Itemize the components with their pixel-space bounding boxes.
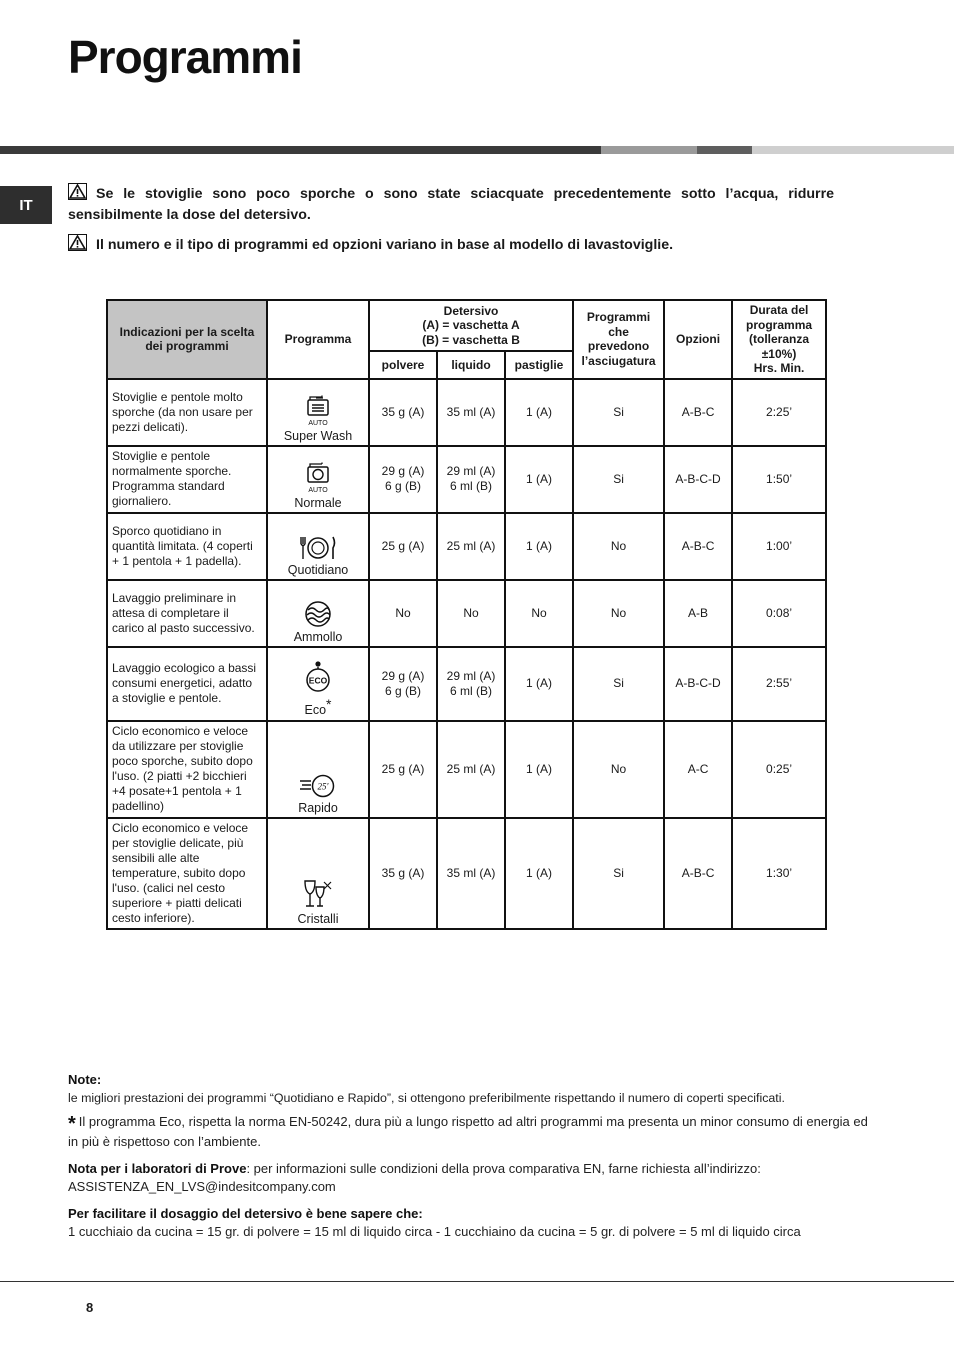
row-powder: 29 g (A) 6 g (B) [369,647,437,721]
row-options: A-B-C [664,818,732,929]
header-selection: Indicazioni per la scelta dei programmi [107,300,267,379]
row-tablets: 1 (A) [505,721,573,818]
program-name: Quotidiano [287,562,349,577]
row-description: Lavaggio ecologico a bassi consumi energetici, adatto a stoviglie e pentole. [107,647,267,721]
header-detergent-b: (B) = vaschetta B [422,332,520,347]
row-options: A-B-C [664,379,732,446]
row-liquid: 29 ml (A) 6 ml (B) [437,446,505,513]
svg-text:AUTO: AUTO [308,486,328,494]
row-duration: 1:30’ [732,818,826,929]
row-description: Stoviglie e pentole normalmente sporche. Programma standard giornaliero. [107,446,267,513]
warning-triangle-icon [68,234,87,257]
row-duration: 0:08’ [732,580,826,647]
programs-table [106,299,827,930]
warning-dosage [68,183,834,225]
row-duration: 1:50’ [732,446,826,513]
header-program: Programma [267,300,369,379]
row-tablets: 1 (A) [505,379,573,446]
row-options: A-B [664,580,732,647]
row-program [267,446,369,513]
warning-models-text: Il numero e il tipo di programmi ed opzioni variano in base al modello di lavastoviglie. [96,237,674,253]
row-tablets: 1 (A) [505,446,573,513]
table-row [107,446,826,513]
header-liquid: liquido [437,351,505,378]
row-powder: 29 g (A) 6 g (B) [369,446,437,513]
row-description: Lavaggio preliminare in attesa di completare il carico al pasto successivo. [107,580,267,647]
header-stripe-mid [601,146,697,154]
dosage-note-text: 1 cucchiaio da cucina = 15 gr. di polvere = 15 ml di liquido circa - 1 cucchiaino da cucina = 5 gr. di polvere = 5 ml di liquido circa [68,1224,801,1239]
header-stripe-accent [697,146,752,154]
row-powder: 35 g (A) [369,379,437,446]
table-row [107,818,826,929]
rapid-25-icon [298,773,338,799]
program-name: Ammollo [293,629,343,644]
row-description: Ciclo economico e veloce da utilizzare per stoviglie poco sporche, subito dopo l'uso. (2 piatti +2 bicchieri +4 posate+1 pentola + 1 padellino) [107,721,267,818]
header-duration-line1: Durata del programma [746,303,813,332]
row-description: Stoviglie e pentole molto sporche (da non usare per pezzi delicati). [107,379,267,446]
normale-auto-icon [301,462,335,494]
wine-glasses-icon [301,878,335,910]
row-program [267,721,369,818]
eco-asterisk: * [326,696,332,713]
dosage-note-title: Per facilitare il dosaggio del detersivo è bene sapere che: [68,1206,423,1221]
language-tab: IT [0,186,52,224]
header-stripe-dark [0,146,601,154]
eco-note-text: Il programma Eco, rispetta la norma EN-50242, dura più a lungo rispetto ad altri programmi ma presenta un minor consumo di energia ed in più è rispettoso con l’ambiente. [68,1114,868,1149]
header-duration-line3: Hrs. Min. [753,361,805,375]
row-drying: No [573,580,664,647]
header-detergent-a: (A) = vaschetta A [422,318,520,333]
row-liquid: 25 ml (A) [437,513,505,580]
row-program [267,379,369,446]
svg-text:25': 25' [317,781,329,791]
row-powder: 25 g (A) [369,721,437,818]
note-text: le migliori prestazioni dei programmi “Quotidiano e Rapido”, si ottengono preferibilmente rispettando il numero di coperti specificati. [68,1091,785,1105]
header-stripe-light [752,146,954,154]
row-powder: 35 g (A) [369,818,437,929]
table-row [107,721,826,818]
soak-waves-icon [303,600,333,628]
row-drying: Si [573,818,664,929]
program-name: Super Wash [283,428,353,443]
header-drying: Programmi che prevedono l’asciugatura [573,300,664,379]
cutlery-plate-icon [298,535,338,561]
row-duration: 2:25’ [732,379,826,446]
program-name: Normale [294,495,342,510]
row-drying: Si [573,446,664,513]
dosage-note [68,1205,874,1241]
row-options: A-B-C [664,513,732,580]
row-tablets: 1 (A) [505,818,573,929]
table-row [107,580,826,647]
row-options: A-C [664,721,732,818]
row-drying: Si [573,647,664,721]
program-name: Cristalli [297,911,339,926]
row-drying: No [573,721,664,818]
eco-note [68,1113,874,1151]
row-options: A-B-C-D [664,647,732,721]
program-name: Rapido [298,800,338,815]
warning-models [68,234,834,257]
table-row [107,647,826,721]
row-duration: 0:25’ [732,721,826,818]
page-number: 8 [86,1300,94,1315]
header-options: Opzioni [664,300,732,379]
table-row [107,379,826,446]
row-program [267,580,369,647]
header-detergent-title: Detersivo [443,303,499,318]
row-drying: Si [573,379,664,446]
row-tablets: 1 (A) [505,647,573,721]
header-detergent [369,300,573,351]
note-block [68,1071,874,1107]
page-title: Programmi [68,31,302,83]
header-duration [732,300,826,379]
row-liquid: 35 ml (A) [437,818,505,929]
row-liquid: 35 ml (A) [437,379,505,446]
lab-note-title: Nota per i laboratori di Prove [68,1161,247,1176]
row-tablets: No [505,580,573,647]
row-description: Ciclo economico e veloce per stoviglie delicate, più sensibili alle alte temperature, subito dopo l'uso. (calici nel cesto superiore + piatti delicati cesto inferiore). [107,818,267,929]
warning-dosage-text: Se le stoviglie sono poco sporche o sono state sciacquate precedentemente sotto l’acqua, ridurre sensibilmente la dose del detersivo. [68,186,834,223]
warning-triangle-icon [68,183,87,206]
eco-icon [303,660,333,694]
svg-text:ECO: ECO [308,675,328,686]
row-duration: 2:55’ [732,647,826,721]
super-wash-auto-icon [301,395,335,427]
header-tablets: pastiglie [505,351,573,378]
table-row [107,513,826,580]
row-powder: 25 g (A) [369,513,437,580]
program-name: Eco* [304,696,332,718]
row-options: A-B-C-D [664,446,732,513]
row-drying: No [573,513,664,580]
row-program [267,647,369,721]
row-liquid: 29 ml (A) 6 ml (B) [437,647,505,721]
row-liquid: 25 ml (A) [437,721,505,818]
lab-note-text: : per informazioni sulle condizioni della prova comparativa EN, farne richiesta all’indirizzo: ASSISTENZA_EN_LVS@indesitcompany.com [68,1161,761,1194]
lab-note [68,1160,874,1196]
footer-rule [0,1281,954,1282]
row-program [267,818,369,929]
note-title: Note: [68,1072,102,1087]
svg-text:AUTO: AUTO [308,419,328,427]
row-description: Sporco quotidiano in quantità limitata. (4 coperti + 1 pentola + 1 padella). [107,513,267,580]
row-program [267,513,369,580]
row-duration: 1:00’ [732,513,826,580]
eco-note-asterisk: * [68,1113,76,1135]
row-tablets: 1 (A) [505,513,573,580]
header-duration-line2: (tolleranza ±10%) [749,332,810,361]
header-powder: polvere [369,351,437,378]
row-powder: No [369,580,437,647]
row-liquid: No [437,580,505,647]
